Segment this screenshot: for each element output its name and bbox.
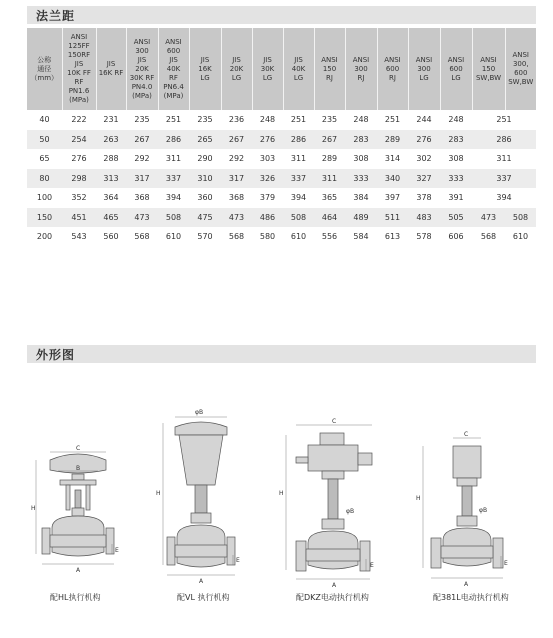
dim-label-phi-b: φB bbox=[479, 507, 488, 514]
table-cell: 286 bbox=[158, 130, 189, 150]
table-header-cell: ANSI 150 RJ bbox=[314, 28, 345, 110]
table-header-cell: ANSI 600 JIS 40K RF PN6.4 (MPa) bbox=[158, 28, 189, 110]
table-cell: 248 bbox=[345, 110, 377, 130]
table-cell: 610 bbox=[158, 227, 189, 247]
dim-label-b: B bbox=[76, 465, 81, 472]
section-header-flange-distance bbox=[27, 6, 536, 24]
table-cell: 302 bbox=[408, 149, 440, 169]
table-cell: 308 bbox=[440, 149, 472, 169]
dim-label-a: A bbox=[76, 567, 81, 574]
table-cell: 475 bbox=[189, 208, 221, 228]
table-cell: 560 bbox=[96, 227, 126, 247]
table-row bbox=[27, 169, 536, 189]
table-cell: 505 bbox=[440, 208, 472, 228]
dim-label-a: A bbox=[199, 578, 204, 585]
caption-dkz-actuator: 配DKZ电动执行机构 bbox=[296, 593, 369, 602]
table-cell: 543 bbox=[62, 227, 96, 247]
table-cell: 276 bbox=[252, 130, 283, 150]
table-cell: 333 bbox=[440, 169, 472, 189]
table-cell: 610 bbox=[283, 227, 314, 247]
table-cell: 464 bbox=[314, 208, 345, 228]
dim-label-a: A bbox=[464, 581, 469, 588]
table-cell: 340 bbox=[377, 169, 408, 189]
table-header-cell: JIS 40K LG bbox=[283, 28, 314, 110]
table-cell: 397 bbox=[377, 188, 408, 208]
table-row bbox=[27, 110, 536, 130]
table-header-cell: ANSI 300 RJ bbox=[345, 28, 377, 110]
table-cell: 276 bbox=[62, 149, 96, 169]
table-cell: 486 bbox=[252, 208, 283, 228]
table-cell: 200 bbox=[27, 227, 62, 247]
caption-hl-actuator: 配HL执行机构 bbox=[50, 593, 101, 602]
table-header-cell: ANSI 125FF 150RF JIS 10K FF RF PN1.6 (MPa) bbox=[62, 28, 96, 110]
caption-vl-actuator: 配VL 执行机构 bbox=[177, 593, 230, 602]
table-cell: 251 bbox=[377, 110, 408, 130]
table-cell: 337 bbox=[158, 169, 189, 189]
table-cell: 267 bbox=[314, 130, 345, 150]
table-cell: 298 bbox=[62, 169, 96, 189]
table-cell: 310 bbox=[189, 169, 221, 189]
table-cell: 606 bbox=[440, 227, 472, 247]
table-cell: 556 bbox=[314, 227, 345, 247]
table-cell: 580 bbox=[252, 227, 283, 247]
table-cell: 290 bbox=[189, 149, 221, 169]
table-cell: 292 bbox=[221, 149, 252, 169]
table-cell: 394 bbox=[158, 188, 189, 208]
dim-label-h: H bbox=[31, 505, 36, 512]
table-header-cell: JIS 16K RF bbox=[96, 28, 126, 110]
table-cell: 222 bbox=[62, 110, 96, 130]
dim-label-e: E bbox=[115, 547, 119, 554]
valve-hl-actuator-drawing bbox=[30, 440, 130, 590]
table-cell: 311 bbox=[472, 149, 536, 169]
table-cell: 568 bbox=[126, 227, 158, 247]
section-header-outline-drawings bbox=[27, 345, 536, 363]
table-cell: 267 bbox=[126, 130, 158, 150]
table-cell: 570 bbox=[189, 227, 221, 247]
table-row bbox=[27, 130, 536, 150]
table-cell: 235 bbox=[314, 110, 345, 130]
table-cell: 568 bbox=[221, 227, 252, 247]
table-header-cell: ANSI 300, 600 SW,BW bbox=[505, 28, 536, 110]
table-header-cell: JIS 16K LG bbox=[189, 28, 221, 110]
table-cell: 489 bbox=[345, 208, 377, 228]
table-cell: 610 bbox=[505, 227, 536, 247]
table-cell: 254 bbox=[62, 130, 96, 150]
table-cell: 236 bbox=[221, 110, 252, 130]
table-cell: 365 bbox=[314, 188, 345, 208]
table-cell: 244 bbox=[408, 110, 440, 130]
table-cell: 379 bbox=[252, 188, 283, 208]
table-cell: 267 bbox=[221, 130, 252, 150]
table-cell: 80 bbox=[27, 169, 62, 189]
table-cell: 508 bbox=[283, 208, 314, 228]
table-header-cell: ANSI 600 LG bbox=[440, 28, 472, 110]
table-cell: 508 bbox=[158, 208, 189, 228]
table-cell: 326 bbox=[252, 169, 283, 189]
table-cell: 352 bbox=[62, 188, 96, 208]
dim-label-phi-b: φB bbox=[346, 508, 355, 515]
table-cell: 391 bbox=[440, 188, 472, 208]
table-cell: 100 bbox=[27, 188, 62, 208]
table-cell: 251 bbox=[472, 110, 536, 130]
table-cell: 311 bbox=[314, 169, 345, 189]
table-cell: 451 bbox=[62, 208, 96, 228]
table-cell: 289 bbox=[314, 149, 345, 169]
flange-distance-table bbox=[27, 28, 536, 247]
table-row bbox=[27, 188, 536, 208]
table-cell: 327 bbox=[408, 169, 440, 189]
table-cell: 40 bbox=[27, 110, 62, 130]
table-cell: 231 bbox=[96, 110, 126, 130]
table-header-cell: ANSI 300 LG bbox=[408, 28, 440, 110]
table-cell: 473 bbox=[126, 208, 158, 228]
section-title: 法兰距 bbox=[36, 9, 76, 23]
table-cell: 283 bbox=[440, 130, 472, 150]
table-cell: 65 bbox=[27, 149, 62, 169]
dim-label-c: C bbox=[332, 418, 337, 425]
table-cell: 337 bbox=[472, 169, 536, 189]
table-cell: 584 bbox=[345, 227, 377, 247]
table-cell: 394 bbox=[283, 188, 314, 208]
caption-381l-actuator: 配381L电动执行机构 bbox=[433, 593, 509, 602]
table-cell: 303 bbox=[252, 149, 283, 169]
table-cell: 308 bbox=[345, 149, 377, 169]
section-title: 外形图 bbox=[36, 348, 76, 362]
table-cell: 292 bbox=[126, 149, 158, 169]
dim-label-e: E bbox=[236, 557, 240, 564]
table-cell: 483 bbox=[408, 208, 440, 228]
valve-dkz-actuator-drawing bbox=[278, 415, 390, 590]
table-header-cell: 公称 通径 （mm） bbox=[27, 28, 62, 110]
dim-label-h: H bbox=[279, 490, 284, 497]
dim-label-c: C bbox=[76, 445, 81, 452]
dim-label-a: A bbox=[332, 582, 337, 589]
table-cell: 568 bbox=[472, 227, 505, 247]
table-cell: 248 bbox=[252, 110, 283, 130]
table-cell: 235 bbox=[189, 110, 221, 130]
table-header-cell: JIS 30K LG bbox=[252, 28, 283, 110]
table-cell: 313 bbox=[96, 169, 126, 189]
table-cell: 384 bbox=[345, 188, 377, 208]
table-cell: 286 bbox=[283, 130, 314, 150]
table-header-cell: ANSI 300 JIS 20K 30K RF PN4.0 (MPa) bbox=[126, 28, 158, 110]
table-cell: 311 bbox=[283, 149, 314, 169]
table-cell: 394 bbox=[472, 188, 536, 208]
table-cell: 337 bbox=[283, 169, 314, 189]
table-cell: 265 bbox=[189, 130, 221, 150]
table-cell: 360 bbox=[189, 188, 221, 208]
dim-label-h: H bbox=[156, 490, 161, 497]
table-cell: 333 bbox=[345, 169, 377, 189]
table-cell: 465 bbox=[96, 208, 126, 228]
dim-label-phi-b: φB bbox=[195, 409, 204, 416]
table-cell: 235 bbox=[126, 110, 158, 130]
table-cell: 276 bbox=[408, 130, 440, 150]
valve-vl-actuator-drawing bbox=[155, 405, 245, 590]
dim-label-h: H bbox=[416, 495, 421, 502]
table-cell: 511 bbox=[377, 208, 408, 228]
table-cell: 368 bbox=[126, 188, 158, 208]
table-cell: 613 bbox=[377, 227, 408, 247]
table-header-cell: JIS 20K LG bbox=[221, 28, 252, 110]
table-cell: 311 bbox=[158, 149, 189, 169]
table-cell: 314 bbox=[377, 149, 408, 169]
table-cell: 251 bbox=[283, 110, 314, 130]
table-cell: 378 bbox=[408, 188, 440, 208]
dim-label-e: E bbox=[370, 562, 374, 569]
table-cell: 263 bbox=[96, 130, 126, 150]
table-cell: 317 bbox=[126, 169, 158, 189]
table-cell: 473 bbox=[221, 208, 252, 228]
table-cell: 150 bbox=[27, 208, 62, 228]
dim-label-c: C bbox=[464, 431, 469, 438]
table-cell: 288 bbox=[96, 149, 126, 169]
table-header-row bbox=[27, 28, 536, 110]
table-cell: 286 bbox=[472, 130, 536, 150]
table-row bbox=[27, 149, 536, 169]
dim-label-e: E bbox=[504, 560, 508, 567]
table-cell: 248 bbox=[440, 110, 472, 130]
table-cell: 364 bbox=[96, 188, 126, 208]
table-cell: 578 bbox=[408, 227, 440, 247]
table-cell: 473 bbox=[472, 208, 505, 228]
table-row bbox=[27, 227, 536, 247]
table-cell: 368 bbox=[221, 188, 252, 208]
table-row bbox=[27, 208, 536, 228]
table-header-cell: ANSI 600 RJ bbox=[377, 28, 408, 110]
table-header-cell: ANSI 150 SW,BW bbox=[472, 28, 505, 110]
table-cell: 283 bbox=[345, 130, 377, 150]
table-cell: 50 bbox=[27, 130, 62, 150]
table-cell: 289 bbox=[377, 130, 408, 150]
table-cell: 508 bbox=[505, 208, 536, 228]
table-cell: 251 bbox=[158, 110, 189, 130]
table-cell: 317 bbox=[221, 169, 252, 189]
valve-381l-actuator-drawing bbox=[415, 428, 515, 590]
